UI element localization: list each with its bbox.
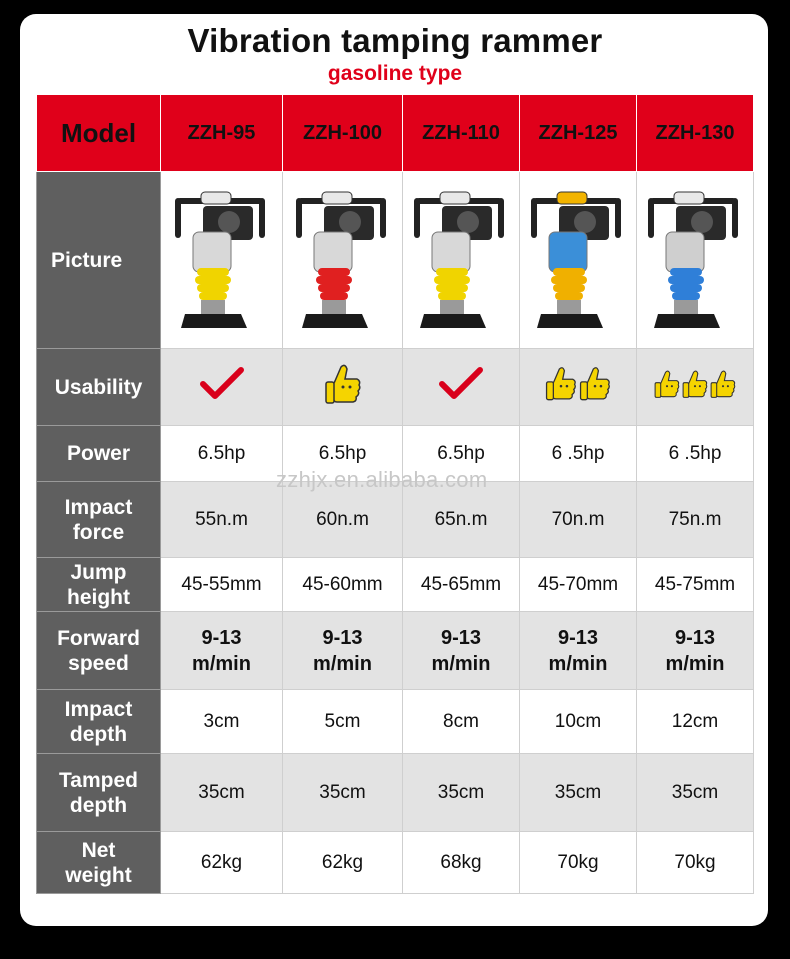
page-title: Vibration tamping rammer xyxy=(187,22,603,59)
two-thumbs-up-icon-group xyxy=(520,364,636,409)
picture-row xyxy=(37,172,754,349)
power-value: 6.5hp xyxy=(283,426,403,482)
forward-speed-value: 9-13 m/min xyxy=(161,612,283,690)
usability-label: Usability xyxy=(37,349,161,426)
power-label: Power xyxy=(37,426,161,482)
model-name: ZZH-125 xyxy=(520,95,637,172)
checkmark-icon xyxy=(199,366,245,402)
model-row xyxy=(37,95,754,172)
model-name: ZZH-110 xyxy=(403,95,520,172)
usability-row xyxy=(37,349,754,426)
net-weight-value: 62kg xyxy=(283,832,403,894)
net-weight-value: 62kg xyxy=(161,832,283,894)
power-value: 6.5hp xyxy=(161,426,283,482)
power-value: 6 .5hp xyxy=(520,426,637,482)
power-value: 6 .5hp xyxy=(637,426,754,482)
thumbs-up-icon xyxy=(578,364,612,403)
checkmark-icon-group xyxy=(161,366,282,408)
forward-speed-value: 9-13 m/min xyxy=(520,612,637,690)
forward-speed-value: 9-13 m/min xyxy=(283,612,403,690)
impact-depth-value: 12cm xyxy=(637,690,754,754)
picture-label: Picture xyxy=(37,172,161,349)
tamped-depth-row xyxy=(37,754,754,832)
product-picture xyxy=(161,172,283,349)
impact-force-value: 65n.m xyxy=(403,482,520,558)
jump-height-value: 45-55mm xyxy=(161,558,283,612)
jump-height-value: 45-60mm xyxy=(283,558,403,612)
rammer-machine-icon xyxy=(523,180,633,340)
spec-table xyxy=(36,94,754,894)
product-picture xyxy=(283,172,403,349)
forward-speed-row xyxy=(37,612,754,690)
impact-force-value: 75n.m xyxy=(637,482,754,558)
impact-depth-row xyxy=(37,690,754,754)
watermark: zzhjx.en.alibaba.com xyxy=(276,467,488,492)
model-label: Model xyxy=(37,95,161,172)
impact-force-value: 55n.m xyxy=(161,482,283,558)
tamped-depth-value: 35cm xyxy=(520,754,637,832)
net-weight-value: 68kg xyxy=(403,832,520,894)
impact-depth-value: 5cm xyxy=(283,690,403,754)
three-thumbs-up-icon-group xyxy=(637,368,753,406)
forward-speed-label: Forward speed xyxy=(37,612,161,690)
model-name: ZZH-95 xyxy=(161,95,283,172)
model-name: ZZH-100 xyxy=(283,95,403,172)
thumbs-up-icon xyxy=(681,368,709,400)
jump-height-value: 45-75mm xyxy=(637,558,754,612)
jump-height-label: Jump height xyxy=(37,558,161,612)
jump-height-row xyxy=(37,558,754,612)
forward-speed-value: 9-13 m/min xyxy=(637,612,754,690)
thumbs-up-icon xyxy=(653,368,681,400)
jump-height-value: 45-70mm xyxy=(520,558,637,612)
impact-depth-label: Impact depth xyxy=(37,690,161,754)
product-picture xyxy=(637,172,754,349)
rammer-machine-icon xyxy=(167,180,277,340)
net-weight-label: Net weight xyxy=(37,832,161,894)
page-subtitle: gasoline type xyxy=(327,62,463,85)
tamped-depth-value: 35cm xyxy=(637,754,754,832)
net-weight-value: 70kg xyxy=(637,832,754,894)
thumbs-up-icon xyxy=(544,364,578,403)
impact-depth-value: 8cm xyxy=(403,690,520,754)
checkmark-icon xyxy=(438,366,484,402)
net-weight-value: 70kg xyxy=(520,832,637,894)
checkmark-icon-group xyxy=(403,366,519,408)
product-picture xyxy=(520,172,637,349)
impact-force-label: Impact force xyxy=(37,482,161,558)
net-weight-row xyxy=(37,832,754,894)
rammer-machine-icon xyxy=(406,180,516,340)
model-name: ZZH-130 xyxy=(637,95,754,172)
forward-speed-value: 9-13 m/min xyxy=(403,612,520,690)
impact-depth-value: 3cm xyxy=(161,690,283,754)
product-picture xyxy=(403,172,520,349)
impact-force-value: 60n.m xyxy=(283,482,403,558)
impact-depth-value: 10cm xyxy=(520,690,637,754)
tamped-depth-value: 35cm xyxy=(161,754,283,832)
power-value: 6.5hp xyxy=(403,426,520,482)
tamped-depth-label: Tamped depth xyxy=(37,754,161,832)
thumbs-up-icon xyxy=(709,368,737,400)
tamped-depth-value: 35cm xyxy=(403,754,520,832)
thumbs-up-icon-group xyxy=(283,361,402,413)
rammer-machine-icon xyxy=(640,180,750,340)
jump-height-value: 45-65mm xyxy=(403,558,520,612)
thumbs-up-icon xyxy=(323,361,363,407)
impact-force-value: 70n.m xyxy=(520,482,637,558)
tamped-depth-value: 35cm xyxy=(283,754,403,832)
rammer-machine-icon xyxy=(288,180,398,340)
